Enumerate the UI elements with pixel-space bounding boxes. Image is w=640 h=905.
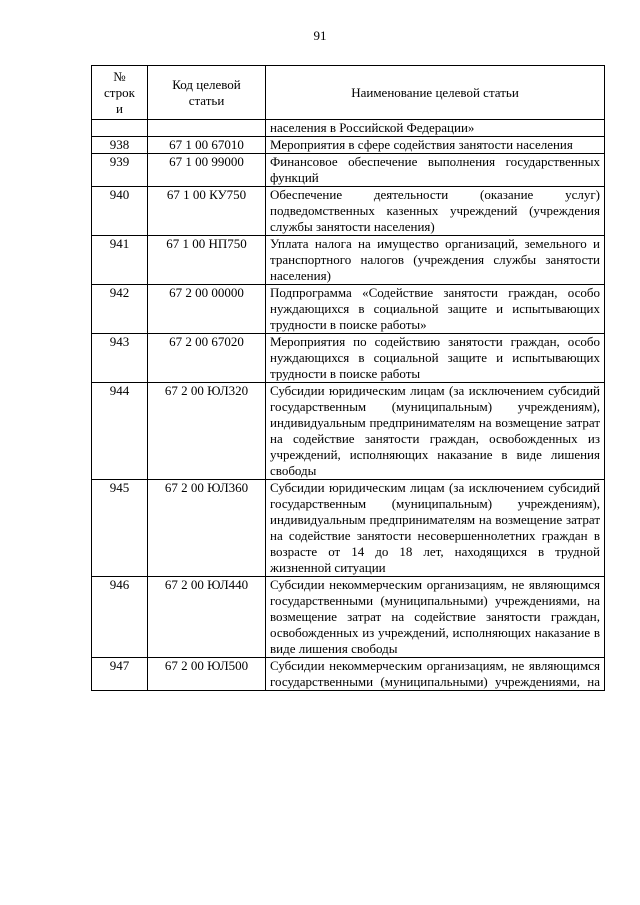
table-row bbox=[92, 658, 605, 691]
table-row bbox=[92, 480, 605, 577]
article-code-cell: 67 1 00 КУ750 bbox=[148, 187, 266, 236]
row-number-cell: 942 bbox=[92, 285, 148, 334]
table-row bbox=[92, 137, 605, 154]
continuation-num-cell bbox=[92, 120, 148, 137]
article-code-cell: 67 1 00 67010 bbox=[148, 137, 266, 154]
table-header-row bbox=[92, 66, 605, 120]
table-row bbox=[92, 154, 605, 187]
continuation-row bbox=[92, 120, 605, 137]
row-number-cell: 943 bbox=[92, 334, 148, 383]
row-number-cell: 938 bbox=[92, 137, 148, 154]
row-number-cell: 940 bbox=[92, 187, 148, 236]
article-code-cell: 67 2 00 ЮЛ440 bbox=[148, 577, 266, 658]
row-number-cell: 939 bbox=[92, 154, 148, 187]
article-name-cell: Уплата налога на имущество организаций, земельного и транспортного налогов (учреждения службы занятости населения) bbox=[266, 236, 605, 285]
row-number-cell: 945 bbox=[92, 480, 148, 577]
article-code-cell: 67 2 00 00000 bbox=[148, 285, 266, 334]
article-name-cell: Субсидии некоммерческим организациям, не являющимся государственными (муниципальными) учреждениями, на bbox=[266, 658, 605, 691]
header-article-code: Код целевой статьи bbox=[148, 66, 266, 120]
table-row bbox=[92, 383, 605, 480]
article-name-cell: Мероприятия в сфере содействия занятости населения bbox=[266, 137, 605, 154]
article-code-cell: 67 2 00 67020 bbox=[148, 334, 266, 383]
table-row bbox=[92, 285, 605, 334]
table-row bbox=[92, 236, 605, 285]
article-code-cell: 67 1 00 99000 bbox=[148, 154, 266, 187]
header-row-number: № строк и bbox=[92, 66, 148, 120]
article-name-cell: Финансовое обеспечение выполнения государственных функций bbox=[266, 154, 605, 187]
row-number-cell: 946 bbox=[92, 577, 148, 658]
article-code-cell: 67 1 00 НП750 bbox=[148, 236, 266, 285]
table-row bbox=[92, 334, 605, 383]
header-article-name: Наименование целевой статьи bbox=[266, 66, 605, 120]
article-name-cell: Мероприятия по содействию занятости граждан, особо нуждающихся в социальной защите и испытывающих трудности в поиске работы bbox=[266, 334, 605, 383]
article-code-cell: 67 2 00 ЮЛ320 bbox=[148, 383, 266, 480]
article-name-cell: Субсидии юридическим лицам (за исключением субсидий государственным (муниципальным) учреждениям), индивидуальным предпринимателям на возмещение затрат на содействие занятости граждан, освобожденных из учреждений, исполняющих наказание в виде лишения свободы bbox=[266, 383, 605, 480]
article-code-cell: 67 2 00 ЮЛ360 bbox=[148, 480, 266, 577]
row-number-cell: 944 bbox=[92, 383, 148, 480]
continuation-code-cell bbox=[148, 120, 266, 137]
target-articles-table bbox=[91, 65, 605, 691]
row-number-cell: 941 bbox=[92, 236, 148, 285]
article-code-cell: 67 2 00 ЮЛ500 bbox=[148, 658, 266, 691]
continuation-name-cell: населения в Российской Федерации» bbox=[266, 120, 605, 137]
article-name-cell: Обеспечение деятельности (оказание услуг) подведомственных казенных учреждений (учреждения службы занятости населения) bbox=[266, 187, 605, 236]
table-row bbox=[92, 187, 605, 236]
article-name-cell: Подпрограмма «Содействие занятости граждан, особо нуждающихся в социальной защите и испытывающих трудности в поиске работы» bbox=[266, 285, 605, 334]
article-name-cell: Субсидии некоммерческим организациям, не являющимся государственными (муниципальными) учреждениями, на возмещение затрат на содействие занятости граждан, освобожденных из учреждений, исполняющих наказание в виде лишения свободы bbox=[266, 577, 605, 658]
row-number-cell: 947 bbox=[92, 658, 148, 691]
table-row bbox=[92, 577, 605, 658]
article-name-cell: Субсидии юридическим лицам (за исключением субсидий государственным (муниципальным) учреждениям), индивидуальным предпринимателям на возмещение затрат на содействие занятости несовершеннолетних граждан в возрасте от 14 до 18 лет, находящихся в трудной жизненной ситуации bbox=[266, 480, 605, 577]
page-number: 91 bbox=[313, 28, 327, 43]
